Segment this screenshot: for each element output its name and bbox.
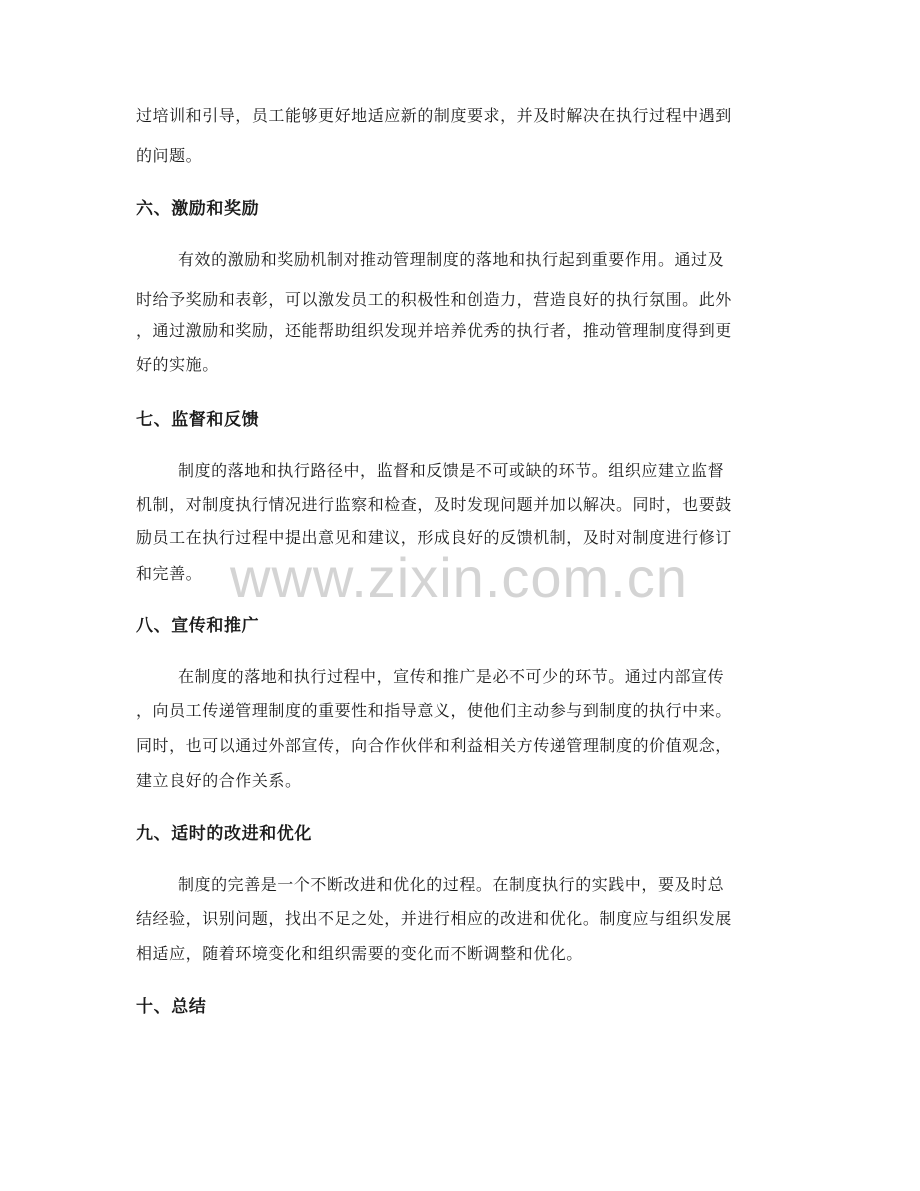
- paragraph-line: 制度的落地和执行路径中，监督和反馈是不可或缺的环节。组织应建立监督: [178, 461, 725, 480]
- paragraph-line: 时给予奖励和表彰，可以激发员工的积极性和创造力，营造良好的执行氛围。此外: [136, 290, 732, 309]
- paragraph-line: 好的实施。: [136, 355, 219, 374]
- paragraph-line: 和完善。: [136, 564, 203, 583]
- paragraph-line: ，通过激励和奖励，还能帮助组织发现并培养优秀的执行者，推动管理制度得到更: [136, 321, 732, 340]
- paragraph-line: 有效的激励和奖励机制对推动管理制度的落地和执行起到重要作用。通过及: [178, 250, 725, 269]
- paragraph-line: 结经验，识别问题，找出不足之处，并进行相应的改进和优化。制度应与组织发展: [136, 909, 732, 928]
- section-heading-6: 六、激励和奖励: [136, 199, 260, 219]
- paragraph-line: 建立良好的合作关系。: [136, 771, 302, 790]
- paragraph-line: 制度的完善是一个不断改进和优化的过程。在制度执行的实践中，要及时总: [178, 875, 725, 894]
- watermark-text: www.zixin.com.cn: [230, 546, 688, 609]
- paragraph-line: 相适应，随着环境变化和组织需要的变化而不断调整和优化。: [136, 944, 583, 963]
- paragraph-line: 励员工在执行过程中提出意见和建议，形成良好的反馈机制，及时对制度进行修订: [136, 528, 732, 547]
- paragraph-line: 过培训和引导，员工能够更好地适应新的制度要求，并及时解决在执行过程中遇到: [136, 106, 732, 125]
- section-heading-10: 十、总结: [136, 997, 207, 1017]
- paragraph-line: ，向员工传递管理制度的重要性和指导意义，使他们主动参与到制度的执行中来。: [136, 701, 732, 720]
- paragraph-line: 的问题。: [136, 146, 203, 165]
- section-heading-9: 九、适时的改进和优化: [136, 824, 312, 844]
- paragraph-line: 同时，也可以通过外部宣传，向合作伙伴和利益相关方传递管理制度的价值观念，: [136, 736, 732, 755]
- section-heading-7: 七、监督和反馈: [136, 410, 260, 430]
- paragraph-line: 机制，对制度执行情况进行监察和检查，及时发现问题并加以解决。同时，也要鼓: [136, 495, 732, 514]
- section-heading-8: 八、宣传和推广: [136, 616, 260, 636]
- paragraph-line: 在制度的落地和执行过程中，宣传和推广是必不可少的环节。通过内部宣传: [178, 667, 725, 686]
